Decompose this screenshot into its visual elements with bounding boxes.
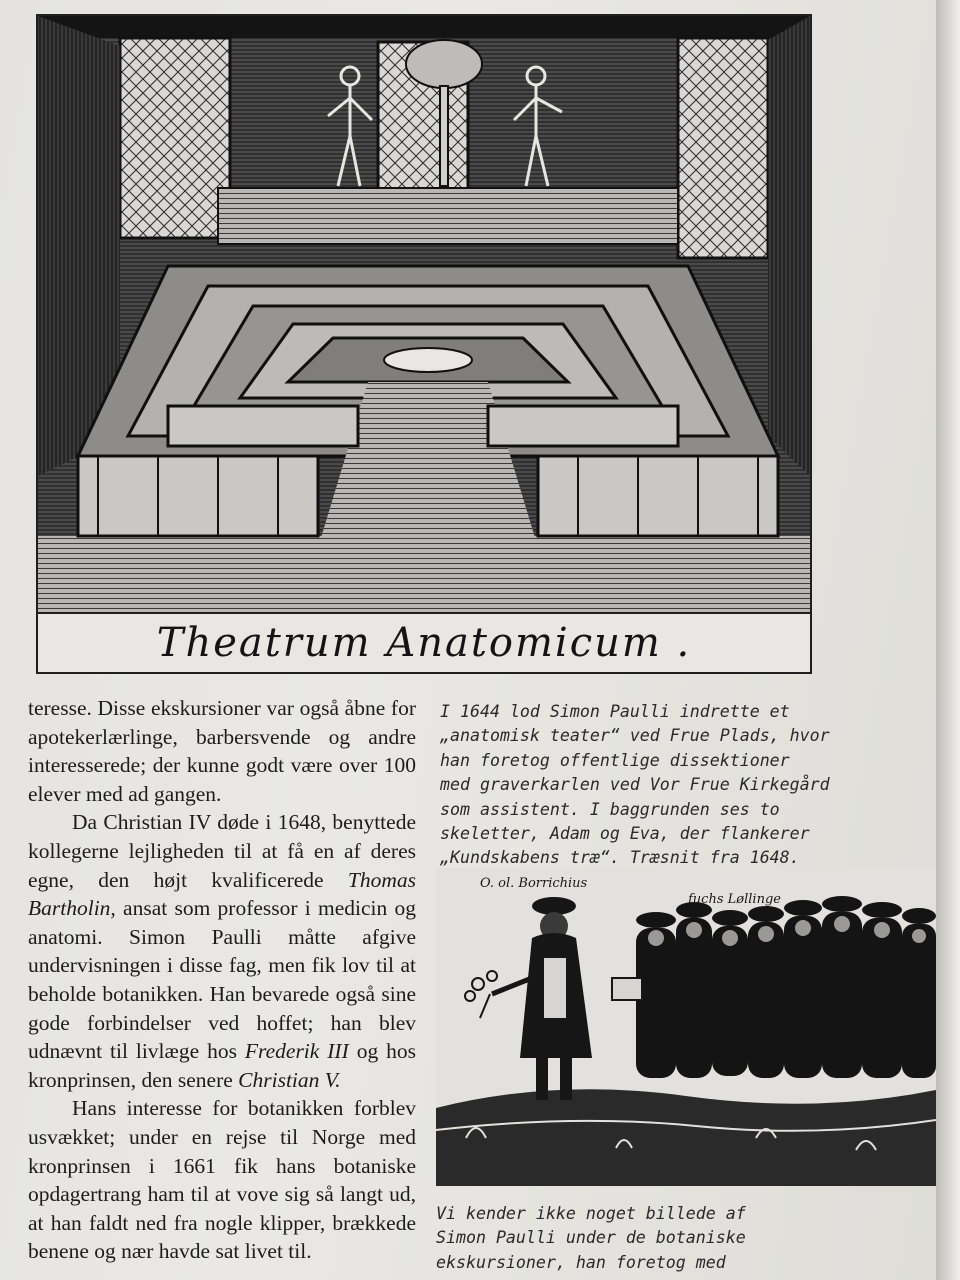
paragraph-2-part-a: Da Christian IV døde i 1648, benyttede kollegerne lejligheden til at få en af deres egne, den højt kvalificerede [28,810,416,892]
name-thomas-bartholin: Thomas Bartholin, [28,867,416,921]
engraving-drawing [436,868,936,1186]
anatomical-theatre-woodcut [36,14,812,674]
woodcut-title: Theatrum Anatomicum . [38,612,810,672]
paragraph-2-part-c: og hos kronprinsen, den senere [28,1039,416,1092]
name-frederik-iii: Frederik III [244,1039,349,1064]
engraving-caption: Vi kender ikke noget billede af Simon Paulli under de botaniske ekskursioner, han foretog med [436,1204,746,1272]
woodcut-caption: I 1644 lod Simon Paulli indrette et „anatomisk teater“ ved Frue Plads, hvor han foretog offentlige dissektioner med graverkarlen ved Vor Frue Kirkegård som assistent. I baggrunden ses to skeletter, Adam og Eva, der flankerer „Kundskabens træ“. Træsnit fra 1648. [440,702,830,868]
botanical-excursion-engraving [436,868,936,1186]
name-christian-v: Christian V. [238,1067,341,1092]
woodcut-drawing [38,16,810,614]
paragraph-3: Hans interesse for botanikken forblev usvækket; under en rejse til Norge med kronprinsen i 1661 fik hans botaniske opdagertrang ham til at vove sig så langt ud, at han faldt ned fra nogle klipper, brækkede benene og nær havde sat livet til. [28,1096,416,1264]
paragraph-1: teresse. Disse ekskursioner var også åbne for apotekerlærlinge, barbersvende og andre interesserede; der kunne godt være over 100 elever med ad gangen. [28,696,416,806]
paragraph-2-part-b: ansat som professor i medicin og anatomi. Simon Paulli måtte afgive undervisningen i disse fag, men fik lov til at beholde botanikken. Han bevarede også sine gode forbindelser ved hoffet; han blev udnævnt til livlæge hos [28,896,416,1064]
handwritten-label-2: fuchs Løllinge [688,892,781,907]
body-text-column [28,694,416,1266]
page-edge [936,0,960,1280]
paragraph-2 [28,808,416,1094]
handwritten-label-borrichius: O. ol. Borrichius [480,876,588,891]
